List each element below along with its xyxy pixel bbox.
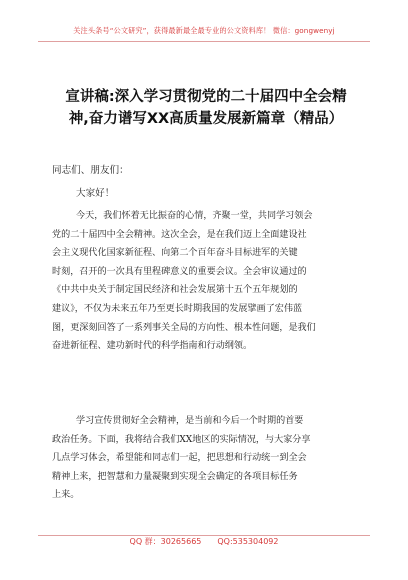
paragraph-line: 几点学习体会，希望能和同志们一起，把思想和行动统一到全会	[52, 453, 307, 464]
paragraph-line: 建议》，不仅为未来五年乃至更长时期我国的发展擘画了宏伟蓝	[52, 303, 303, 314]
paragraph-line: 上来。	[52, 490, 80, 501]
paragraph-line: 精神上来，把智慧和力量凝聚到实现全会确定的各项目标任务	[52, 471, 298, 482]
paragraph-line: 时刻，召开的一次具有里程碑意义的重要会议。全会审议通过的	[52, 266, 307, 277]
paragraph-2	[52, 412, 362, 505]
paragraph-line: 奋进新征程、建功新时代的科学指南和行动纲领。	[52, 341, 253, 352]
document-title	[46, 86, 366, 130]
greeting: 大家好！	[76, 188, 115, 199]
footer-qq: QQ:535304092	[217, 537, 279, 546]
title-line: 宣讲稿:深入学习贯彻党的二十届四中全会精	[65, 89, 347, 105]
salutation: 同志们、朋友们：	[52, 165, 129, 176]
paragraph-line: 图，更深刻回答了一系列事关全局的方向性、根本性问题，是我们	[52, 322, 316, 333]
paragraph-line: 会主义现代化国家新征程、向第二个百年奋斗目标进军的关键	[52, 248, 298, 259]
title-line: 神,奋力谱写XX高质量发展新篇章（精品）	[68, 111, 344, 127]
paragraph-line: 《中共中央关于制定国民经济和社会发展第十五个五年规划的	[52, 285, 298, 296]
paragraph-line: 政治任务。下面，我将结合我们XX地区的实际情况，与大家分享	[52, 434, 311, 445]
footer-qq-group: QQ 群：30265665	[129, 537, 202, 546]
paragraph-line: 学习宣传贯彻好全会精神，是当前和今后一个时期的首要	[76, 416, 304, 426]
header-divider	[38, 41, 370, 42]
footer	[40, 536, 368, 547]
paragraph-line: 党的二十届四中全会精神。这次全会，是在我们迈上全面建设社	[52, 229, 307, 240]
paragraph-line: 今天，我们怀着无比振奋的心情，齐聚一堂，共同学习领会	[76, 211, 313, 221]
header-banner: 关注头条号“公文研究”，获得最新最全最专业的公文资料库！ 微信：gongwenyj	[73, 26, 335, 35]
paragraph-1	[52, 207, 362, 356]
